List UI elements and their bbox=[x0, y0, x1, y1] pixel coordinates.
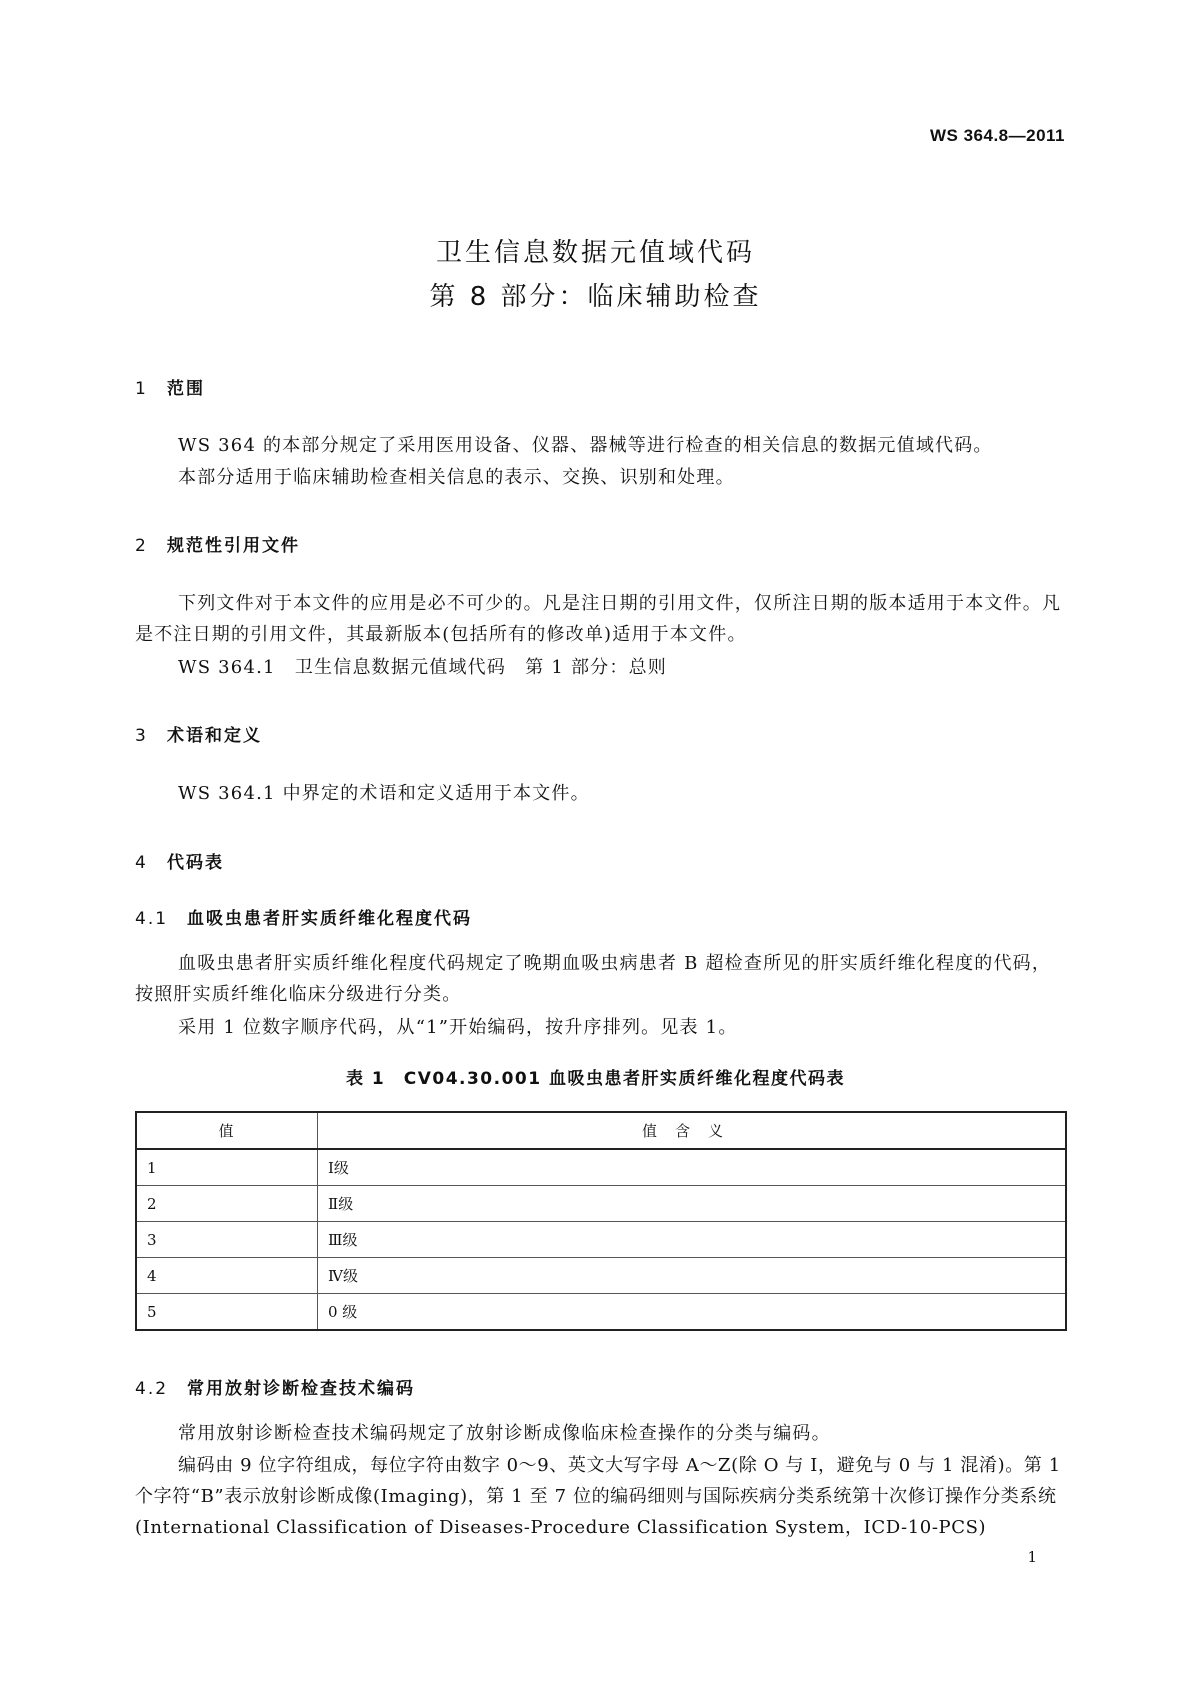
table-row bbox=[136, 1258, 1066, 1294]
paragraph: 采用 1 位数字顺序代码，从“1”开始编码，按升序排列。见表 1。 bbox=[178, 1017, 738, 1038]
paragraph: WS 364 的本部分规定了采用医用设备、仪器、器械等进行检查的相关信息的数据元值域代码。 bbox=[178, 435, 993, 456]
cell-value: 1 bbox=[136, 1149, 318, 1186]
cell-value: 3 bbox=[136, 1222, 318, 1258]
cell-value: 4 bbox=[136, 1258, 318, 1294]
paragraph: WS 364.1 卫生信息数据元值域代码 第 1 部分：总则 bbox=[178, 657, 667, 678]
doc-subtitle: 第 8 部分：临床辅助检查 bbox=[429, 282, 762, 312]
section-heading: 3 术语和定义 bbox=[135, 726, 262, 746]
paragraph: WS 364.1 中界定的术语和定义适用于本文件。 bbox=[178, 783, 590, 804]
standard-code: WS 364.8—2011 bbox=[929, 126, 1065, 145]
column-header: 值含义 bbox=[318, 1112, 1067, 1149]
paragraph: 下列文件对于本文件的应用是必不可少的。凡是注日期的引用文件，仅所注日期的版本适用于本文件。凡是不注日期的引用文件，其最新版本(包括所有的修改单)适用于本文件。 bbox=[135, 593, 1062, 645]
code-table bbox=[135, 1111, 1067, 1331]
cell-value: 5 bbox=[136, 1294, 318, 1331]
cell-meaning: 0 级 bbox=[318, 1294, 1067, 1331]
table-caption: 表 1 CV04.30.001 血吸虫患者肝实质纤维化程度代码表 bbox=[345, 1069, 845, 1089]
cell-meaning: Ⅳ级 bbox=[318, 1258, 1067, 1294]
paragraph: 本部分适用于临床辅助检查相关信息的表示、交换、识别和处理。 bbox=[178, 467, 735, 488]
section-heading: 2 规范性引用文件 bbox=[135, 536, 300, 556]
section-heading: 4 代码表 bbox=[135, 853, 224, 873]
table-header-row bbox=[136, 1112, 1066, 1149]
subsection-heading: 4.2 常用放射诊断检查技术编码 bbox=[135, 1379, 415, 1399]
table-row bbox=[136, 1294, 1066, 1331]
paragraph: 常用放射诊断检查技术编码规定了放射诊断成像临床检查操作的分类与编码。 bbox=[178, 1423, 831, 1444]
doc-title: 卫生信息数据元值域代码 bbox=[435, 238, 755, 268]
page-number: 1 bbox=[1027, 1548, 1037, 1566]
cell-meaning: Ⅱ级 bbox=[318, 1186, 1067, 1222]
table-row bbox=[136, 1186, 1066, 1222]
table-row bbox=[136, 1222, 1066, 1258]
cell-value: 2 bbox=[136, 1186, 318, 1222]
cell-meaning: Ⅰ级 bbox=[318, 1149, 1067, 1186]
column-header: 值 bbox=[136, 1112, 318, 1149]
paragraph: 编码由 9 位字符组成，每位字符由数字 0～9、英文大写字母 A～Z(除 O 与 I，避免与 0 与 1 混淆)。第 1 个字符“B”表示放射诊断成像(Imaging)，第 1 至 7 位的编码细则与国际疾病分类系统第十次修订操作分类系统(International Classification of Diseases-Procedure Classification System，ICD-10-PCS) bbox=[135, 1455, 1061, 1538]
section-heading: 1 范围 bbox=[135, 379, 205, 399]
subsection-heading: 4.1 血吸虫患者肝实质纤维化程度代码 bbox=[135, 909, 472, 929]
cell-meaning: Ⅲ级 bbox=[318, 1222, 1067, 1258]
paragraph: 血吸虫患者肝实质纤维化程度代码规定了晚期血吸虫病患者 B 超检查所见的肝实质纤维化程度的代码，按照肝实质纤维化临床分级进行分类。 bbox=[135, 953, 1052, 1005]
table-row bbox=[136, 1149, 1066, 1186]
